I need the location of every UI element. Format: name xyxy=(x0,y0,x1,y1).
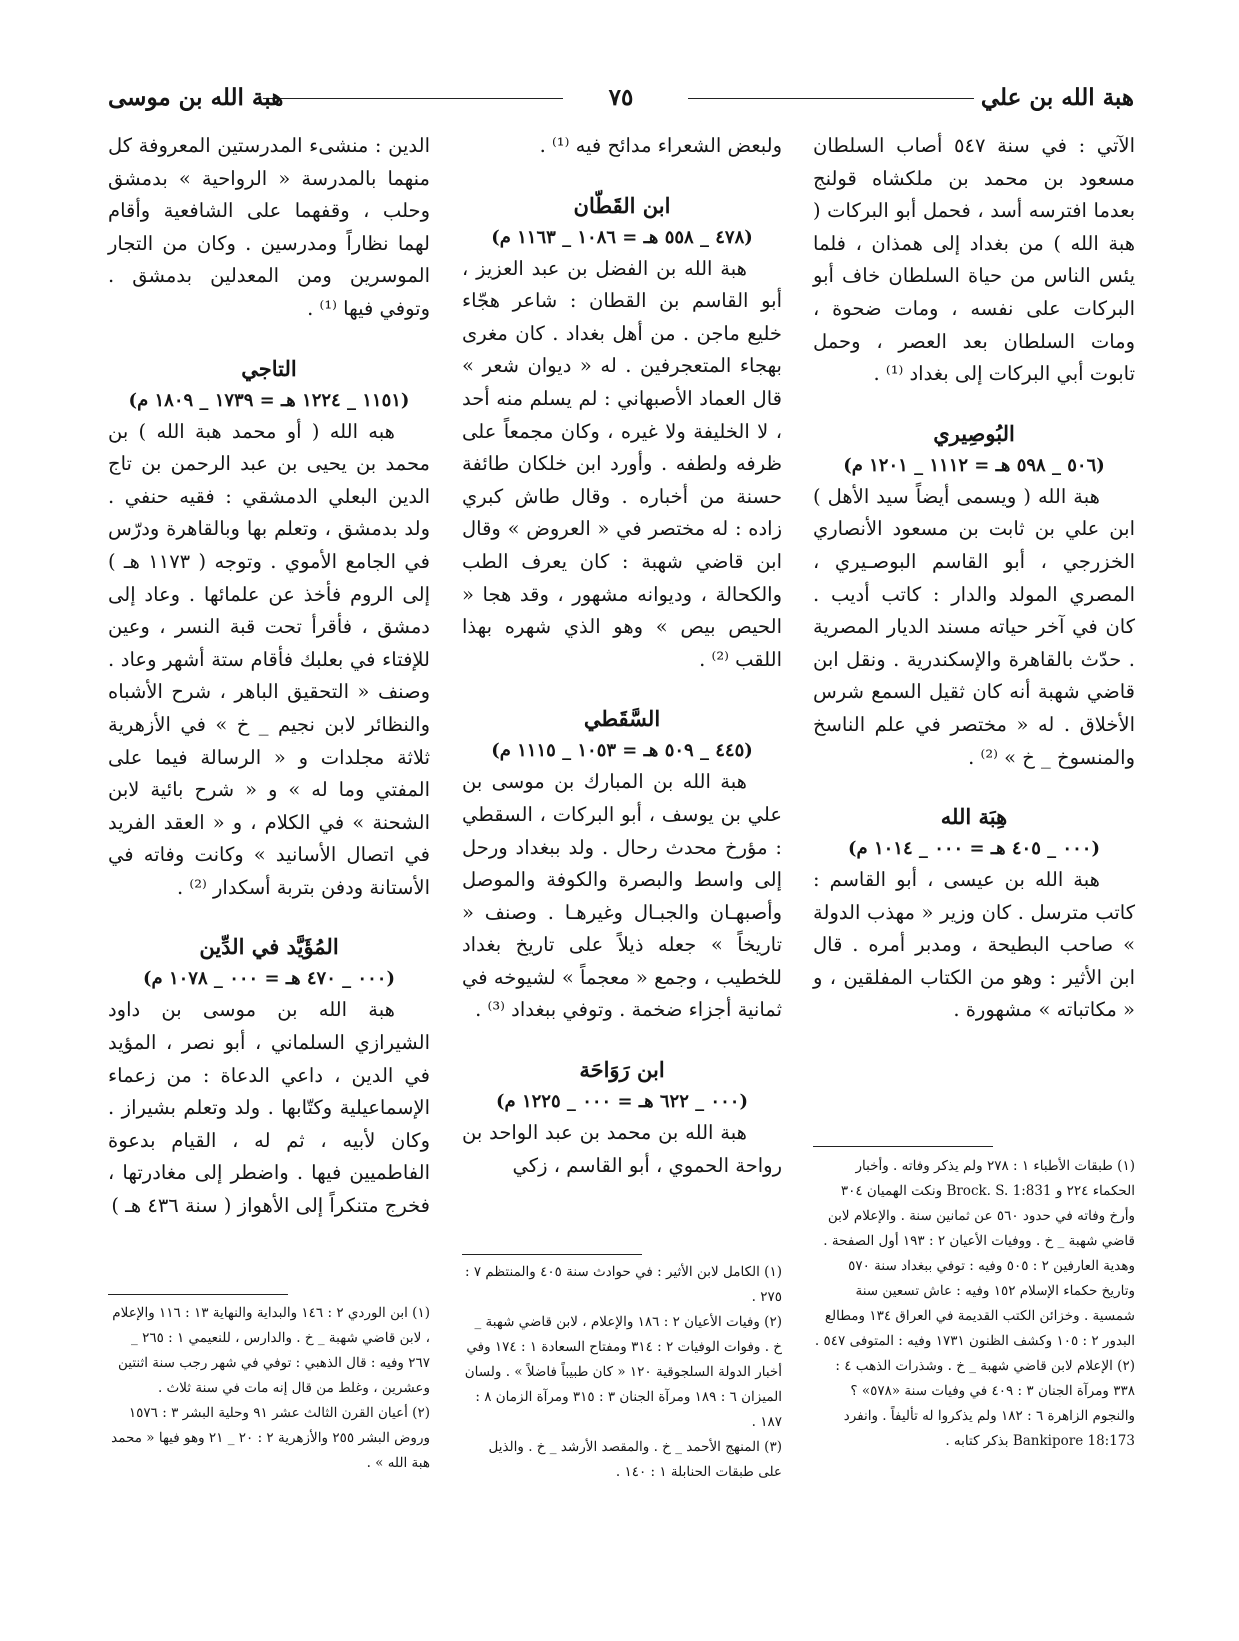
page-number: ٧٥ xyxy=(608,84,634,111)
entry xyxy=(813,800,1135,1027)
entry xyxy=(108,352,430,905)
footnote: (٣) المنهج الأحمد _ خ . والمقصد الأرشد _ خ . والذيل على طبقات الحنابلة ١ : ١٤٠ . xyxy=(488,1439,782,1480)
entry-dates: (٤٧٨ _ ٥٥٨ هـ = ١٠٨٦ _ ١١٦٣ م) xyxy=(491,226,753,248)
footnotes xyxy=(108,1301,430,1476)
entry xyxy=(462,189,782,677)
entry-dates: (٠٠٠ _ ٤٧٠ هـ = ٠٠٠ _ ١٠٧٨ م) xyxy=(143,968,395,990)
footnote-divider xyxy=(813,1146,993,1147)
entry-text: هبة الله بن الفضل بن عبد العزيز ، أبو القاسم بن القطان : شاعر هجّاء خليع ماجن . من أهل بغداد . كان مغرى بهجاء المتعجرفين . له « ديوان شعر » قال العماد الأصبهاني : لم يسلم منه أحد ، لا الخليفة ولا غيره ، وكان مجمعاً على ظرفه ولطفه . وأورد ابن خلكان طائفة حسنة من أخباره . وقال طاش كبري زاده : له مختصر في « العروض » وقال ابن قاضي شهبة : كان يعرف الطب والكحالة ، وديوانه مشهور ، وقد هجا « الحيص بيص » وهو الذي شهره بهذا اللقب ⁽²⁾ . xyxy=(462,256,782,671)
entry-text: هبة الله بن موسى بن داود الشيرازي السلماني ، أبو نصر ، المؤيد في الدين ، داعي الدعاة : من زعماء الإسماعيلية وكتّابها . ولد وتعلم بشيراز . وكان لأبيه ، ثم له ، القيام بدعوة الفاطميين فيها . واضطر إلى مغادرتها ، فخرج متنكراً إلى الأهواز ( سنة ٤٣٦ هـ ) xyxy=(108,998,430,1218)
entry xyxy=(462,702,782,1027)
footnote: (٢) أعيان القرن الثالث عشر ٩١ وحلية البشر ٣ : ١٥٧٦ وروض البشر ٢٥٥ والأزهرية ٢ : ٢٠ _ ٢١ وهو فيها « محمد هبة الله » . xyxy=(111,1405,430,1471)
entry-title: البُوصِيري xyxy=(933,420,1015,446)
header-left-title: هبة الله بن موسى xyxy=(108,84,284,111)
entry-title: المُؤَيَّد في الدِّين xyxy=(199,934,339,960)
continued-paragraph: ولبعض الشعراء مدائح فيه ⁽¹⁾ . xyxy=(539,134,782,157)
entry-dates: (١١٥١ _ ١٢٢٤ هـ = ١٧٣٩ _ ١٨٠٩ م) xyxy=(128,389,410,411)
continued-paragraph: الدين : منشىء المدرستين المعروفة كل منهما بالمدرسة « الرواحية » بدمشق وحلب ، وقفهما على الشافعية وأقام لهما نظاراً ومدرسين . وكان من التجار الموسرين ومن المعدلين بدمشق . وتوفي فيها ⁽¹⁾ . xyxy=(108,134,430,320)
entry-title: السَّقَطي xyxy=(583,706,661,732)
column-right xyxy=(813,130,1135,1630)
header-right-title: هبة الله بن علي xyxy=(980,84,1134,111)
entry-text: هبة الله ( ويسمى أيضاً سيد الأهل ) ابن علي بن ثابت بن مسعود الأنصاري الخزرجي ، أبو القاسم البوصـيري ، المصري المولد والدار : كاتب أديب . كان في آخر حياته مسند الديار المصرية . حدّث بالقاهرة والإسكندرية . ونقل ابن قاضي شهبة أنه كان ثقيل السمع شرس الأخلاق . له « مختصر في علم الناسخ والمنسوخ _ خ » ⁽²⁾ . xyxy=(813,484,1135,769)
footnote: (١) طبقات الأطباء ١ : ٢٧٨ ولم يذكر وفاته . وأخبار الحكماء ٢٢٤ و Brock. S. 1:831 ونكت الهميان ٣٠٤ وأرخ وفاته في حدود ٥٦٠ عن ثمانين سنة . والإعلام لابن قاضي شهبة _ خ . ووفيات الأعيان ٢ : ١٩٣ أول الصفحة . وهدية العارفين ٢ : ٥٠٥ وفيه : توفي ببغداد سنة ٥٧٠ وتاريخ حكماء الإسلام ١٥٢ وفيه : عاش تسعين سنة شمسية . وخزائن الكتب القديمة في العراق ١٣٤ ومطالع البدور ٢ : ١٠٥ وكشف الظنون ١٧٣١ وفيه : المتوفى ٥٤٧ . xyxy=(814,1158,1135,1349)
footnotes xyxy=(813,1154,1135,1454)
entry-text: هبة الله بن المبارك بن موسى بن علي بن يوسف ، أبو البركات ، السقطي : مؤرخ محدث رحال . ولد ببغداد ورحل إلى واسط والبصرة والكوفة والموصل وأصبهـان والجبـال وغيرهـا . وصنف « تاريخاً » جعله ذيلاً على تاريخ بغداد للخطيب ، وجمع « معجماً » لشيوخه في ثمانية أجزاء ضخمة . وتوفي ببغداد ⁽³⁾ . xyxy=(462,770,782,1022)
entry xyxy=(462,1053,782,1182)
entry xyxy=(813,417,1135,774)
footnote: (١) ابن الوردي ٢ : ١٤٦ والبداية والنهاية ١٣ : ١١٦ والإعلام ، لابن قاضي شهبة _ خ . والدارس ، للنعيمي ١ : ٢٦٥ _ ٢٦٧ وفيه : قال الذهبي : توفي في شهر رجب سنة اثنتين وعشرين ، وغلط من قال إنه مات في سنة ثلاث . xyxy=(112,1305,430,1396)
entry-dates: (٠٠٠ _ ٤٠٥ هـ = ٠٠٠ _ ١٠١٤ م) xyxy=(848,838,1100,860)
entry-title: ابن القَطّان xyxy=(573,192,671,218)
footnote: (٢) الإعلام لابن قاضي شهبة _ خ . وشذرات الذهب ٤ : ٣٣٨ ومرآة الجنان ٣ : ٤٠٩ في وفيات سنة «٥٧٨» ؟ والنجوم الزاهرة ٦ : ١٨٢ ولم يذكروا له تأليفاً . وانفرد Bankipore 18:173 بذكر كتابه . xyxy=(835,1358,1135,1449)
entry xyxy=(108,930,430,1222)
entry-text: هبة الله بن عيسى ، أبو القاسم : كاتب مترسل . كان وزير « مهذب الدولة » صاحب البطيحة ، ومدبر أمره . قال ابن الأثير : وهو من الكتاب المفلقين ، و « مكاتباته » مشهورة . xyxy=(813,868,1135,1022)
entry-title: ابن رَوَاحَة xyxy=(579,1057,665,1083)
column-middle xyxy=(462,130,782,1630)
entry-title: هِبَة الله xyxy=(940,804,1008,830)
entry-text: هبة الله بن محمد بن عبد الواحد بن رواحة الحموي ، أبو القاسم ، زكي xyxy=(462,1121,782,1177)
footnote: (١) الكامل لابن الأثير : في حوادث سنة ٤٠٥ والمنتظم ٧ : ٢٧٥ . xyxy=(464,1264,782,1305)
footnote: (٢) وفيات الأعيان ٢ : ١٨٦ والإعلام ، لابن قاضي شهبة _ خ . وفوات الوفيات ٢ : ٣١٤ ومفتاح السعادة ١ : ١٧٤ وفي أخبار الدولة السلجوقية ١٢٠ « كان طبيباً فاضلاً » . ولسان الميزان ٦ : ١٨٩ ومرآة الجنان ٣ : ٣١٥ ومرآة الزمان ٨ : ١٨٧ . xyxy=(464,1314,782,1430)
column-left xyxy=(108,130,430,1630)
entry-title: التاجي xyxy=(241,355,297,381)
header-rule xyxy=(263,98,563,99)
entry-dates: (٠٠٠ _ ٦٢٢ هـ = ٠٠٠ _ ١٢٢٥ م) xyxy=(496,1091,748,1113)
entry-text: هبه الله ( أو محمد هبة الله ) بن محمد بن يحيى بن عبد الرحمن بن تاج الدين البعلي الدمشقي : فقيه حنفي . ولد بدمشق ، وتعلم بها وبالقاهرة ودرّس في الجامع الأموي . وتوجه ( ١١٧٣ هـ ) إلى الروم فأخذ عن علمائها . وعاد إلى دمشق ، فأقرأ تحت قبة النسر ، وعين للإفتاء في بعلبك فأقام ستة أشهر وعاد . وصنف « التحقيق الباهر ، شرح الأشباه والنظائر لابن نجيم _ خ » في الأزهرية ثلاثة مجلدات و « الرسالة فيما على المفتي وما له » و « شرح بائية لابن الشحنة » في الكلام ، و « العقد الفريد في اتصال الأسانيد » وكانت وفاته في الأستانة ودفن بتربة أسكدار ⁽²⁾ . xyxy=(108,419,430,899)
entry-dates: (٤٤٥ _ ٥٠٩ هـ = ١٠٥٣ _ ١١١٥ م) xyxy=(491,740,753,762)
running-header xyxy=(108,80,1134,116)
entry-dates: (٥٠٦ _ ٥٩٨ هـ = ١١١٢ _ ١٢٠١ م) xyxy=(843,454,1105,476)
footnotes xyxy=(462,1260,782,1485)
footnote-divider xyxy=(462,1254,642,1255)
header-rule xyxy=(688,98,974,99)
footnote-divider xyxy=(108,1294,288,1295)
continued-paragraph: الآتي : في سنة ٥٤٧ أصاب السلطان مسعود بن محمد بن ملكشاه قولنج بعدما افترسه أسد ، فحمل أبو البركات ( هبة الله ) من بغداد إلى همذان ، فلما يئس الناس من حياة السلطان خاف أبو البركات على نفسه ، ومات ضحوة ، ومات السلطان بعد العصر ، وحمل تابوت أبي البركات إلى بغداد ⁽¹⁾ . xyxy=(813,134,1136,386)
